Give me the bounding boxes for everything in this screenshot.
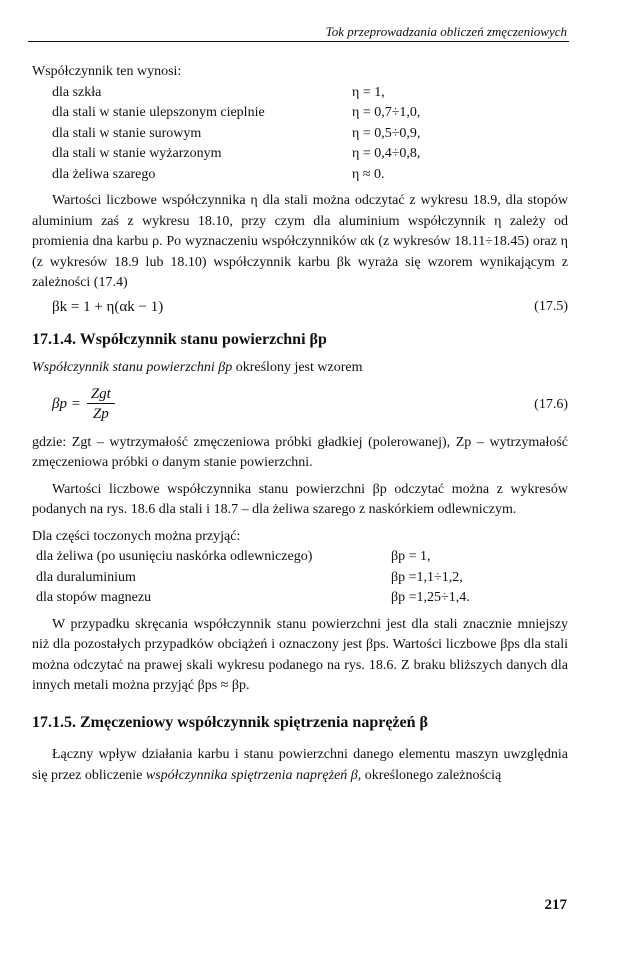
- material-label: dla żeliwa szarego: [52, 166, 156, 182]
- coefficient-value: βp =1,25÷1,4.: [391, 590, 470, 605]
- paragraph: Dla części toczonych można przyjąć:: [32, 528, 241, 544]
- intro-lead: Współczynnik ten wynosi:: [32, 64, 182, 79]
- header-rule: [28, 41, 569, 42]
- material-label: dla duraluminium: [36, 569, 136, 585]
- list-item: [32, 83, 568, 104]
- equation-17-5: [32, 294, 568, 322]
- equation-lhs: βp =: [52, 395, 81, 412]
- list-item: [32, 144, 568, 165]
- paragraph-text: , określonego zależnością: [357, 767, 502, 783]
- coefficient-value: βp =1,1÷1,2,: [391, 569, 463, 585]
- list-item: [32, 124, 568, 145]
- page-content: [32, 62, 568, 786]
- material-label: dla stali w stanie wyżarzonym: [52, 146, 222, 161]
- paragraph: W przypadku skręcania współczynnik stanu powierzchni jest dla stali znacznie mniejszy niż dla pozostałych przypadków obciążeń i oznaczony jest βps. Wartości liczbowe βps dla stali można odczytać na prawej skali wykresu podanego na rys. 18.6. Z braku bliższych danych dla innych metali można przyjąć βps ≈ βp.: [32, 616, 568, 693]
- paragraph: Wartości liczbowe współczynnika stanu powierzchni βp odczytać można z wykresów podanych na rys. 18.6 dla stali i 18.7 – dla żeliwa szarego z naskórkiem odlewniczym.: [32, 481, 568, 517]
- coefficient-value: βp = 1,: [391, 549, 431, 564]
- coefficient-value: η = 1,: [352, 84, 385, 100]
- list-item: [32, 588, 568, 609]
- paragraph: gdzie: Zgt – wytrzymałość zmęczeniowa próbki gładkiej (polerowanej), Zp – wytrzymałość zmęczeniowa próbki o danym stanie powierzchni.: [32, 434, 568, 470]
- list-item: [32, 568, 568, 589]
- equation-number: (17.5): [534, 299, 568, 315]
- eta-values-list: [32, 83, 568, 186]
- section-heading: 17.1.5. Zmęczeniowy współczynnik spiętrzenia naprężeń β: [32, 713, 428, 731]
- material-label: dla szkła: [52, 84, 102, 100]
- paragraph: Wartości liczbowe współczynnika η dla stali można odczytać z wykresu 18.9, dla stopów aluminium zaś z wykresu 18.10, przy czym dla aluminium współczynnik η zależy od promienia dna karbu ρ. Po wyznaczeniu współczynników αk (z wykresów 18.11÷18.45) oraz η (z wykresów 18.9 lub 18.10) współczynnik karbu βk wyraża się wzorem wynikającym z zależności (17.4): [32, 193, 568, 290]
- fraction-denominator: Zp: [92, 405, 109, 422]
- section-heading: 17.1.4. Współczynnik stanu powierzchni βp: [32, 330, 327, 348]
- beta-values-list: [32, 547, 568, 609]
- fraction: [87, 385, 115, 424]
- coefficient-value: η ≈ 0.: [352, 166, 385, 182]
- paragraph-text: Łączny wpływ działania karbu i stanu powierzchni danego elementu maszyn uwzględnia się przez obliczenie: [32, 747, 568, 783]
- equation-number: (17.6): [534, 396, 568, 412]
- list-item: [32, 165, 568, 186]
- list-item: [32, 547, 568, 568]
- coefficient-value: η = 0,7÷1,0,: [352, 105, 421, 120]
- page-number: 217: [544, 897, 567, 913]
- fraction-formula: [52, 385, 115, 424]
- definition-line: [32, 358, 568, 379]
- definition-rest: określony jest wzorem: [232, 360, 363, 375]
- emphasized-term: współczynnika spiętrzenia naprężeń β: [145, 767, 358, 783]
- material-label: dla stali w stanie ulepszonym cieplnie: [52, 105, 265, 120]
- defined-term: Współczynnik stanu powierzchni βp: [32, 360, 233, 375]
- equation-17-6: [32, 379, 568, 433]
- equation-formula: βk = 1 + η(αk − 1): [52, 299, 164, 316]
- running-header: Tok przeprowadzania obliczeń zmęczeniowych: [325, 24, 567, 39]
- material-label: dla stali w stanie surowym: [52, 125, 202, 141]
- paragraph: [32, 745, 568, 786]
- coefficient-value: η = 0,4÷0,8,: [352, 146, 421, 161]
- coefficient-value: η = 0,5÷0,9,: [352, 125, 421, 141]
- material-label: dla stopów magnezu: [36, 590, 152, 605]
- material-label: dla żeliwa (po usunięciu naskórka odlewniczego): [36, 549, 313, 564]
- list-item: [32, 103, 568, 124]
- fraction-numerator: Zgt: [87, 385, 115, 404]
